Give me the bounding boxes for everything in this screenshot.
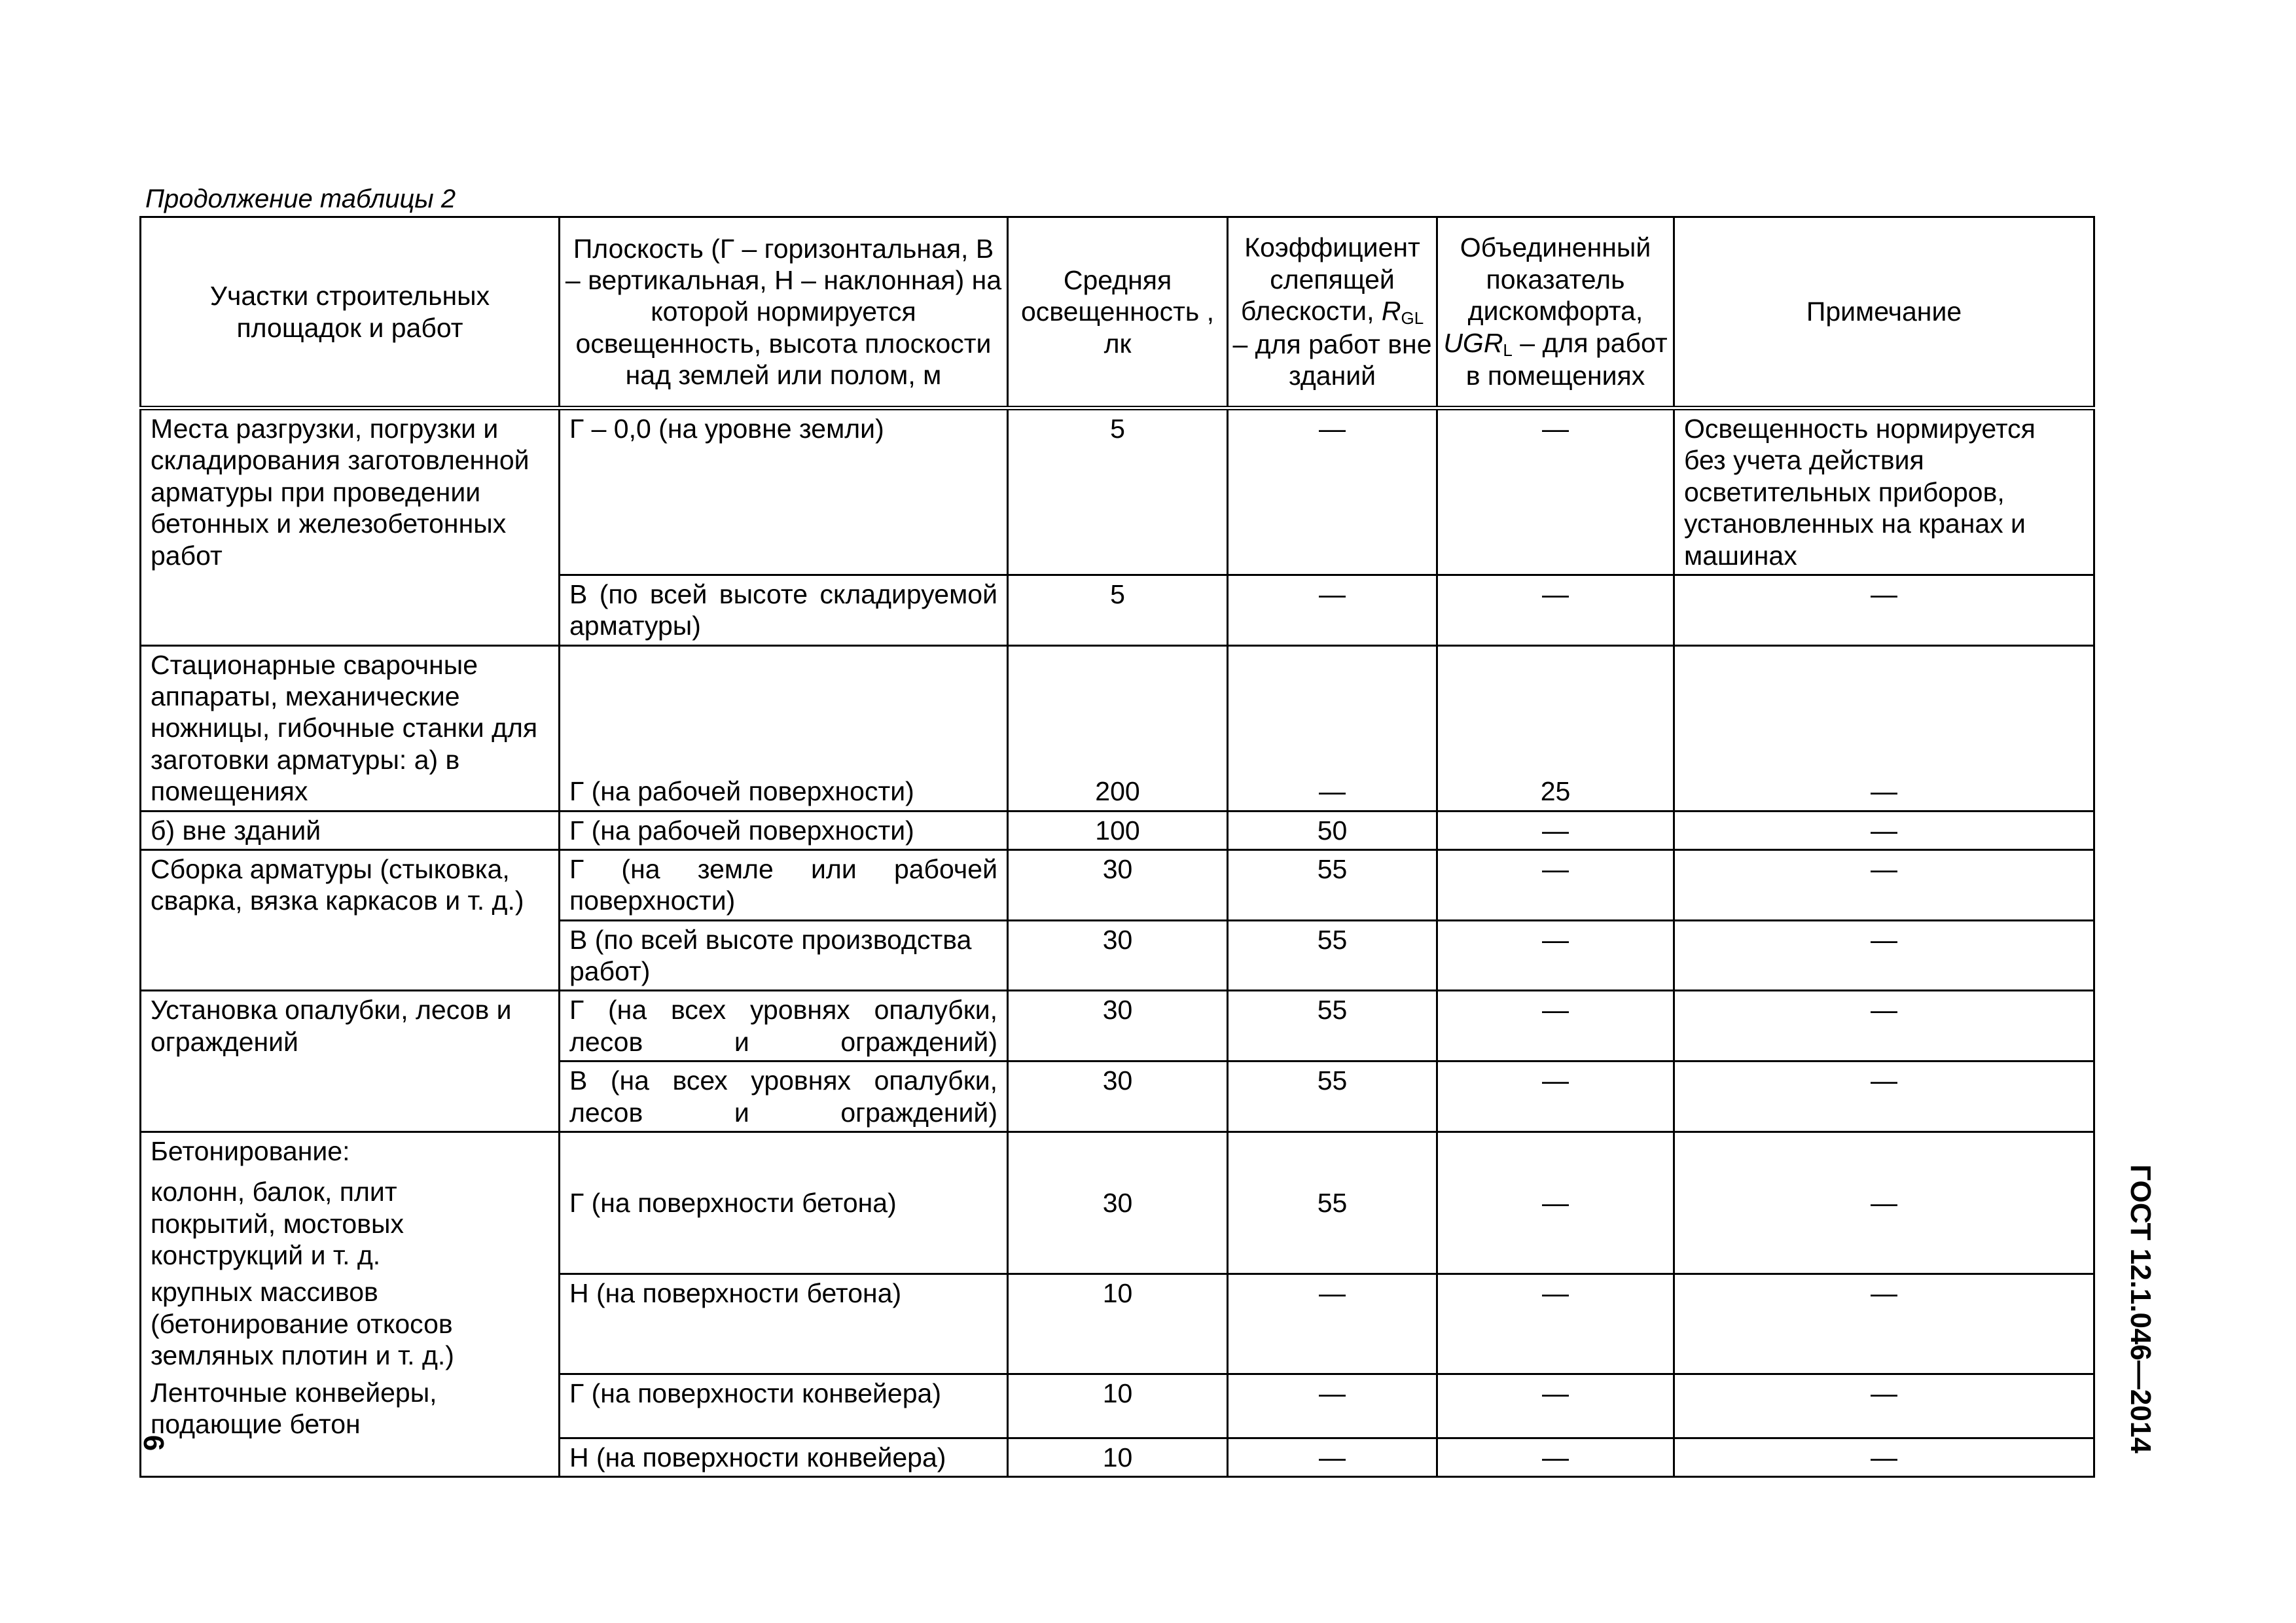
header-rgl-text: Коэффициент слепящей блескости, bbox=[1240, 232, 1420, 327]
cell-plane: Г (на земле или рабочей поверхности) bbox=[560, 849, 1008, 920]
table-row bbox=[141, 849, 2094, 920]
header-ugr-text: Объединенный показатель дискомфорта, bbox=[1460, 232, 1651, 327]
header-ugr-subscript: L bbox=[1503, 340, 1513, 360]
cell-ugr: — bbox=[1437, 1132, 1674, 1274]
standard-designation-text: ГОСТ 12.1.046—2014 bbox=[2125, 1164, 2157, 1454]
concreting-columns: колонн, балок, плит покрытий, мостовых конструкций и т. д. bbox=[151, 1177, 404, 1270]
cell-area: Установка опалубки, лесов и ограждений bbox=[141, 991, 560, 1132]
cell-rgl: 55 bbox=[1228, 920, 1437, 991]
cell-plane: Г (на рабочей поверхности) bbox=[560, 645, 1008, 811]
cell-ugr: — bbox=[1437, 1438, 1674, 1477]
cell-note: — bbox=[1674, 645, 2094, 811]
header-rgl bbox=[1228, 217, 1437, 408]
cell-area: Ленточные конвейеры, подающие бетон bbox=[141, 1374, 560, 1477]
cell-plane: Г – 0,0 (на уровне земли) bbox=[560, 408, 1008, 575]
table-row bbox=[141, 991, 2094, 1061]
cell-plane: Г (на поверхности конвейера) bbox=[560, 1374, 1008, 1438]
header-area: Участки строительных площадок и работ bbox=[141, 217, 560, 408]
header-rgl-symbol: R bbox=[1381, 296, 1401, 327]
cell-lux: 30 bbox=[1008, 991, 1228, 1061]
cell-rgl: — bbox=[1228, 1274, 1437, 1374]
cell-note: Освещенность нормируется без учета действия осветительных приборов, установленных на кранах и машинах bbox=[1674, 408, 2094, 575]
cell-note: — bbox=[1674, 1438, 2094, 1477]
cell-rgl: — bbox=[1228, 408, 1437, 575]
cell-lux: 10 bbox=[1008, 1274, 1228, 1374]
cell-note: — bbox=[1674, 1374, 2094, 1438]
header-ugr bbox=[1437, 217, 1674, 408]
cell-note: — bbox=[1674, 811, 2094, 849]
cell-lux: 10 bbox=[1008, 1438, 1228, 1477]
cell-lux: 5 bbox=[1008, 408, 1228, 575]
cell-note: — bbox=[1674, 1274, 2094, 1374]
cell-ugr: — bbox=[1437, 811, 1674, 849]
header-rgl-tail: – для работ вне зданий bbox=[1232, 329, 1432, 391]
cell-note: — bbox=[1674, 991, 2094, 1061]
cell-note: — bbox=[1674, 849, 2094, 920]
cell-area bbox=[141, 1132, 560, 1274]
cell-rgl: 55 bbox=[1228, 849, 1437, 920]
cell-lux: 30 bbox=[1008, 1061, 1228, 1132]
cell-lux: 200 bbox=[1008, 645, 1228, 811]
cell-note: — bbox=[1674, 575, 2094, 645]
cell-rgl: — bbox=[1228, 645, 1437, 811]
cell-lux: 5 bbox=[1008, 575, 1228, 645]
cell-plane: Н (на поверхности бетона) bbox=[560, 1274, 1008, 1374]
cell-note: — bbox=[1674, 1132, 2094, 1274]
cell-ugr: — bbox=[1437, 991, 1674, 1061]
header-note: Примечание bbox=[1674, 217, 2094, 408]
cell-rgl: 55 bbox=[1228, 1061, 1437, 1132]
cell-ugr: — bbox=[1437, 408, 1674, 575]
header-rgl-subscript: GL bbox=[1401, 308, 1424, 329]
cell-lux: 10 bbox=[1008, 1374, 1228, 1438]
cell-plane: В (по всей высоте производства работ) bbox=[560, 920, 1008, 991]
concreting-heading: Бетонирование: bbox=[151, 1135, 350, 1166]
cell-lux: 30 bbox=[1008, 1132, 1228, 1274]
cell-ugr: 25 bbox=[1437, 645, 1674, 811]
illumination-table bbox=[139, 216, 2095, 1478]
cell-area: Сборка арматуры (стыковка, сварка, вязка каркасов и т. д.) bbox=[141, 849, 560, 991]
standard-designation bbox=[2121, 1165, 2160, 1453]
cell-rgl: — bbox=[1228, 1438, 1437, 1477]
table-header-row bbox=[141, 217, 2094, 408]
cell-note: — bbox=[1674, 1061, 2094, 1132]
cell-ugr: — bbox=[1437, 1274, 1674, 1374]
cell-rgl: 55 bbox=[1228, 1132, 1437, 1274]
cell-plane: В (по всей высоте складируемой арматуры) bbox=[560, 575, 1008, 645]
header-ugr-tail: – для работ в помещениях bbox=[1465, 327, 1668, 391]
cell-ugr: — bbox=[1437, 920, 1674, 991]
table-row bbox=[141, 408, 2094, 575]
cell-plane: Г (на всех уровнях опалубки, лесов и ограждений) bbox=[560, 991, 1008, 1061]
cell-rgl: 50 bbox=[1228, 811, 1437, 849]
header-lux: Средняя освещенность , лк bbox=[1008, 217, 1228, 408]
cell-lux: 100 bbox=[1008, 811, 1228, 849]
cell-ugr: — bbox=[1437, 575, 1674, 645]
table-row bbox=[141, 645, 2094, 811]
header-ugr-symbol: UGR bbox=[1443, 327, 1503, 358]
cell-area: Стационарные сварочные аппараты, механические ножницы, гибочные станки для заготовки арматуры: а) в помещениях bbox=[141, 645, 560, 811]
table-row bbox=[141, 1132, 2094, 1274]
cell-rgl: — bbox=[1228, 1374, 1437, 1438]
cell-area: крупных массивов (бетонирование откосов земляных плотин и т. д.) bbox=[141, 1274, 560, 1374]
cell-plane: В (на всех уровнях опалубки, лесов и ограждений) bbox=[560, 1061, 1008, 1132]
cell-plane: Г (на рабочей поверхности) bbox=[560, 811, 1008, 849]
table-row bbox=[141, 1374, 2094, 1438]
cell-area: б) вне зданий bbox=[141, 811, 560, 849]
cell-ugr: — bbox=[1437, 1374, 1674, 1438]
cell-plane: Г (на поверхности бетона) bbox=[560, 1132, 1008, 1274]
cell-area: Места разгрузки, погрузки и складирования заготовленной арматуры при проведении бетонных и железобетонных работ bbox=[141, 408, 560, 646]
cell-ugr: — bbox=[1437, 1061, 1674, 1132]
header-plane: Плоскость (Г – горизонтальная, В – вертикальная, Н – наклонная) на которой нормируется освещенность, высота плоскости над землей или полом, м bbox=[560, 217, 1008, 408]
cell-rgl: 55 bbox=[1228, 991, 1437, 1061]
table-row bbox=[141, 811, 2094, 849]
cell-ugr: — bbox=[1437, 849, 1674, 920]
table-caption: Продолжение таблицы 2 bbox=[145, 185, 456, 213]
cell-lux: 30 bbox=[1008, 920, 1228, 991]
cell-rgl: — bbox=[1228, 575, 1437, 645]
cell-note: — bbox=[1674, 920, 2094, 991]
cell-plane: Н (на поверхности конвейера) bbox=[560, 1438, 1008, 1477]
table-row bbox=[141, 1274, 2094, 1374]
cell-lux: 30 bbox=[1008, 849, 1228, 920]
page-number: 6 bbox=[137, 1435, 170, 1452]
